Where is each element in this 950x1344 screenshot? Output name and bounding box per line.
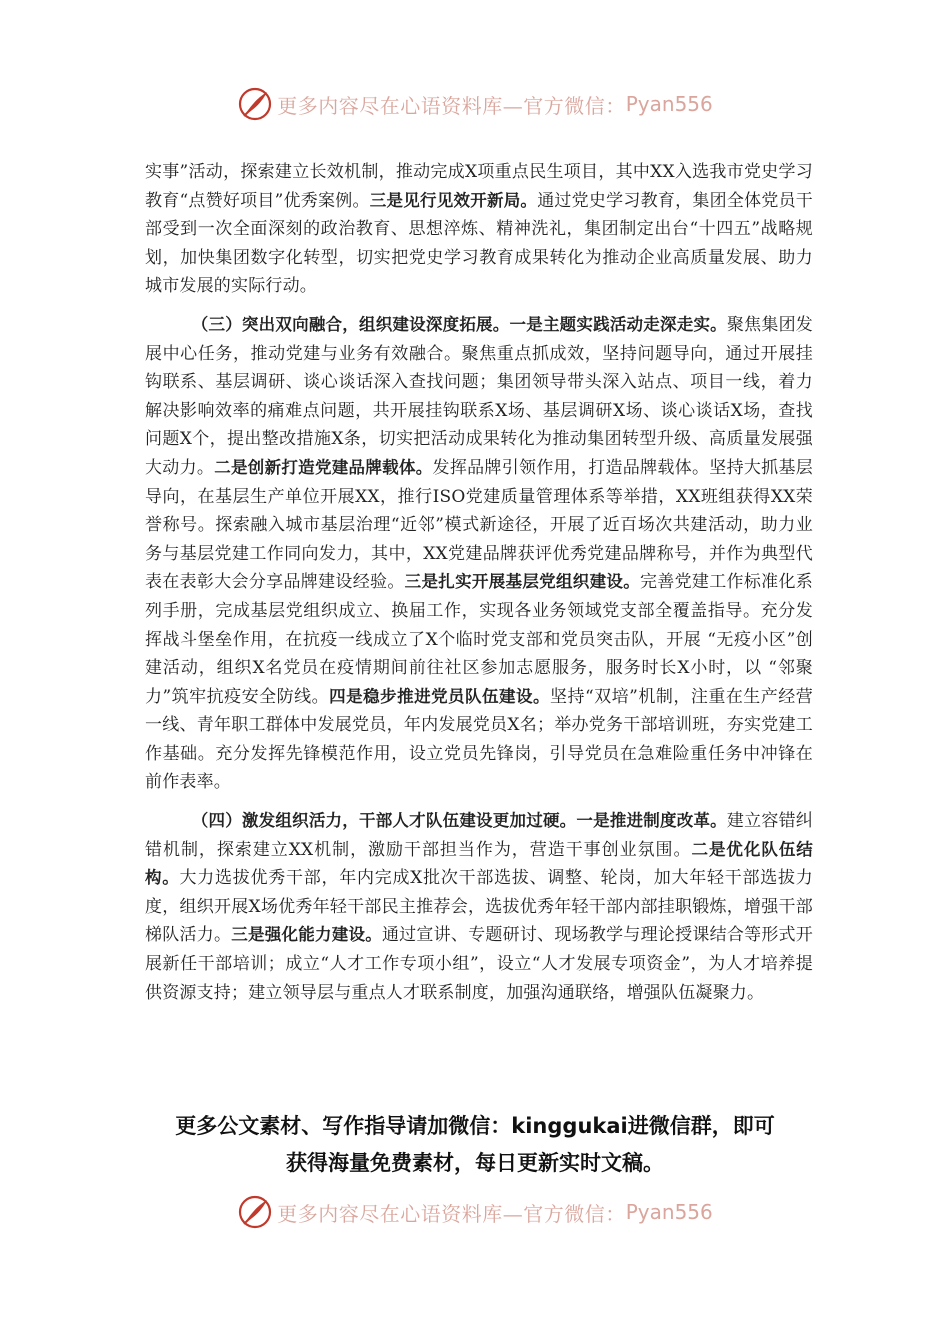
bold-heading: 二是优化队伍结构。: [145, 839, 813, 888]
quill-logo-icon: [237, 1194, 273, 1230]
bold-heading: 四是稳步推进党员队伍建设。: [329, 686, 551, 706]
banner-text: 更多内容尽在心语资料库—官方微信：: [277, 1201, 626, 1226]
footer-banner: [0, 1190, 950, 1234]
section-heading: （三）突出双向融合，组织建设深度拓展。一是主题实践活动走深走实。: [191, 314, 727, 334]
wechat-id: Pyan556: [625, 92, 713, 116]
promo-line-1: 更多公文素材、写作指导请加微信：kinggukai进微信群，即可: [175, 1114, 775, 1138]
text-segment: 建立容错纠错机制，探索建立XX机制，激励干部担当作为，营造干事创业氛围。: [145, 811, 813, 860]
promo-line-2: 获得海量免费素材，每日更新实时文稿。: [286, 1151, 664, 1175]
wechat-id: Pyan556: [625, 1200, 713, 1224]
bold-heading: 二是创新打造党建品牌载体。: [214, 457, 433, 477]
text-segment: 实事”活动，探索建立长效机制，推动完成X项重点民生项目，其中XX入选我市党史学习教育“点赞好项目”优秀案例。: [145, 162, 813, 211]
section-heading: （四）激发组织活力，干部人才队伍建设更加过硬。一是推进制度改革。: [191, 811, 727, 831]
text-segment: 通过党史学习教育，集团全体党员干部受到一次全面深刻的政治教育、思想淬炼、精神洗礼，集团制定出台“十四五”战略规划，加快集团数字化转型，切实把党史学习教育成果转化为推动企业高质量发展、助力城市发展的实际行动。: [145, 190, 814, 297]
header-banner: [0, 82, 950, 126]
text-segment: 大力选拔优秀干部，年内完成X批次干部选拔、调整、轮岗，加大年轻干部选拔力度，组织开展X场优秀年轻干部民主推荐会，选拔优秀年轻干部内部挂职锻炼，增强干部梯队活力。: [145, 868, 813, 946]
paragraph-1: [145, 158, 813, 301]
banner-text: 更多内容尽在心语资料库—官方微信：: [277, 93, 626, 118]
text-segment: 发挥品牌引领作用，打造品牌载体。坚持大抓基层导向，在基层生产单位开展XX，推行ISO党建质量管理体系等举措，XX班组获得XX荣誉称号。探索融入城市基层治理“近邻”模式新途径，开展了近百场次共建活动，助力业务与基层党建工作同向发力，其中，XX党建品牌获评优秀党建品牌称号，并作为典型代表在表彰大会分享品牌建设经验。: [145, 457, 813, 593]
paragraph-2: [145, 311, 813, 797]
bold-heading: 三是见行见效开新局。: [369, 190, 538, 210]
bold-heading: 三是扎实开展基层党组织建设。: [404, 572, 640, 592]
text-segment: 完善党建工作标准化系列手册，完成基层党组织成立、换届工作，实现各业务领域党支部全覆盖指导。充分发挥战斗堡垒作用，在抗疫一线成立了X个临时党支部和党员突击队，开展 “无疫小区”创建活动，组织X名党员在疫情期间前往社区参加志愿服务，服务时长X小时，以 “邻聚力”筑牢抗疫安全防线。: [145, 572, 813, 707]
paragraph-3: [145, 807, 813, 1007]
text-segment: 坚持“双培”机制，注重在生产经营一线、青年职工群体中发展党员，年内发展党员X名；举办党务干部培训班，夯实党建工作基础。充分发挥先锋模范作用，设立党员先锋岗，引导党员在急难险重任务中冲锋在前作表率。: [145, 686, 813, 793]
quill-logo-icon: [237, 86, 273, 122]
document-body: [145, 158, 813, 1007]
promo-notice: [120, 1108, 830, 1182]
text-segment: 通过宣讲、专题研讨、现场教学与理论授课结合等形式开展新任干部培训；成立“人才工作专项小组”，设立“人才发展专项资金”，为人才培养提供资源支持；建立领导层与重点人才联系制度，加强沟通联络，增强队伍凝聚力。: [145, 925, 814, 1003]
bold-heading: 三是强化能力建设。: [231, 925, 382, 945]
text-segment: 聚焦集团发展中心任务，推动党建与业务有效融合。聚焦重点抓成效，坚持问题导向，通过开展挂钩联系、基层调研、谈心谈话深入查找问题；集团领导带头深入站点、项目一线，着力解决影响效率的痛难点问题，共开展挂钩联系X场、基层调研X场、谈心谈话X场，查找问题X个，提出整改措施X条，切实把活动成果转化为推动集团转型升级、高质量发展强大动力。: [145, 314, 813, 478]
